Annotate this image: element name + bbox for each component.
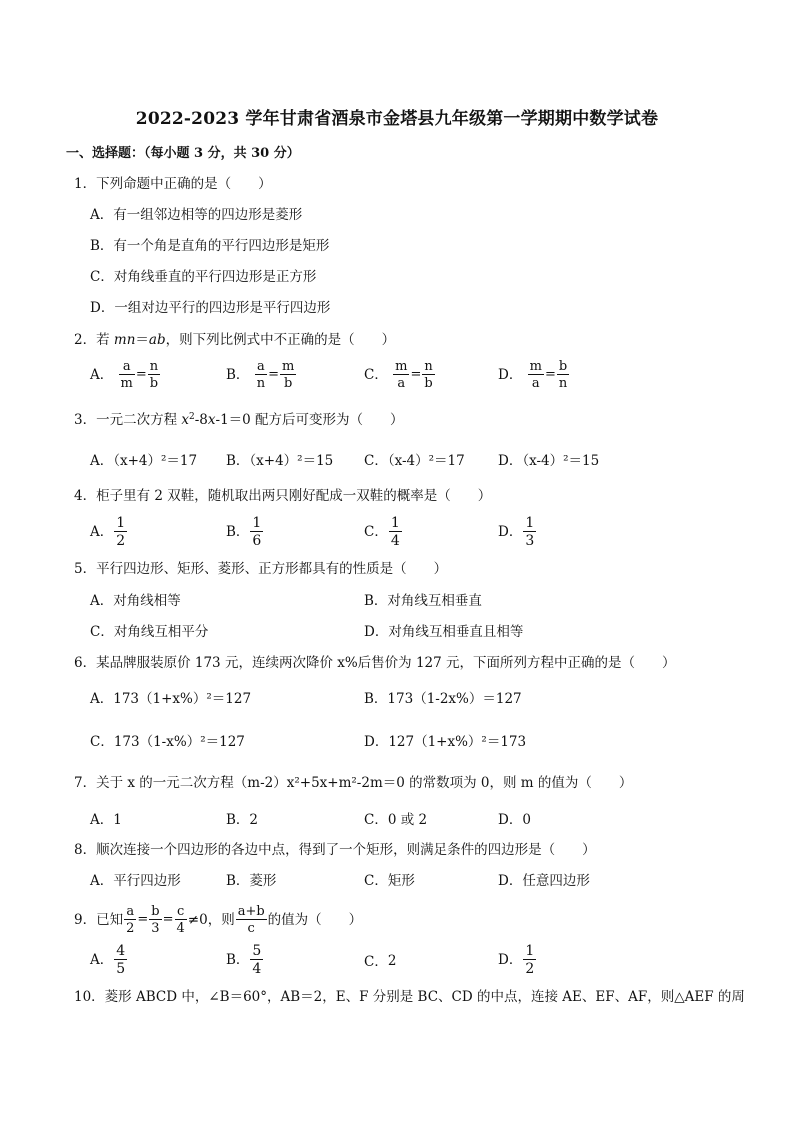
numerator: 1 [525, 943, 535, 959]
option-label: B． [226, 524, 250, 540]
question-3-option-a: A．（x+4）²＝17 [90, 453, 198, 469]
fraction [148, 360, 160, 390]
question-9-stem-suffix: 的值为（ ） [267, 912, 363, 928]
denominator: b [284, 376, 293, 391]
question-1-option-a: A．有一组邻边相等的四边形是菱形 [90, 207, 303, 223]
question-2-option-b [226, 360, 297, 390]
question-7-option-d: D．0 [498, 812, 531, 828]
question-7-stem: 7．关于 x 的一元二次方程（m-2）x²+5x+m²-2m＝0 的常数项为 0，则 m 的值为（ ） [74, 775, 633, 791]
question-3-option-d: D．（x-4）²＝15 [498, 453, 600, 469]
fraction [280, 360, 296, 390]
denominator: 4 [176, 921, 185, 936]
denominator: b [424, 376, 433, 391]
option-label: B． [226, 367, 250, 383]
question-9-option-c [364, 951, 396, 972]
numerator: 1 [116, 515, 126, 531]
numerator: b [151, 904, 160, 919]
fraction [114, 516, 127, 548]
denominator: n [558, 376, 568, 391]
fraction [528, 360, 544, 390]
option-label: D． [498, 524, 523, 540]
question-2-option-c [364, 360, 436, 390]
question-2-option-a [90, 360, 161, 390]
question-3-stem-suffix: -1＝0 配方后可变形为（ ） [215, 412, 404, 428]
fraction [389, 516, 402, 548]
numerator: c [175, 905, 187, 920]
option-label: C． [364, 953, 388, 970]
fraction [255, 360, 267, 390]
question-4-option-b [226, 516, 264, 548]
numerator: m [282, 359, 295, 374]
denominator: c [247, 921, 255, 936]
numerator: b [557, 360, 569, 375]
exponent: 2 [189, 412, 195, 422]
denominator: 6 [252, 533, 262, 549]
question-10-stem: 10．菱形 ABCD 中，∠B＝60°，AB＝2，E、F 分别是 BC、CD 的中点，连接 AE、EF、AF，则△AEF 的周 [74, 989, 745, 1005]
question-6-option-b: B．173（1-2x%）＝127 [364, 691, 522, 707]
numerator: 1 [390, 515, 400, 531]
denominator: 2 [525, 961, 535, 977]
denominator: a [397, 376, 406, 391]
question-9-stem-prefix: 9．已知 [74, 912, 124, 928]
denominator: 2 [116, 533, 126, 549]
denominator: 2 [126, 921, 135, 936]
fraction [523, 944, 536, 976]
numerator: a [255, 360, 267, 375]
equals-sign: = [544, 367, 556, 382]
variable-x: x [181, 412, 190, 428]
question-5-option-b: B．对角线互相垂直 [364, 593, 482, 609]
page-title: 2022-2023 学年甘肃省酒泉市金塔县九年级第一学期期中数学试卷 [135, 109, 659, 129]
question-9-option-a [90, 944, 128, 976]
variable-x: x [207, 412, 216, 428]
question-6-stem: 6．某品牌服装原价 173 元，连续两次降价 x%后售价为 127 元，下面所列方程中正确的是（ ） [74, 655, 676, 671]
denominator: m [120, 376, 133, 391]
question-5-option-d: D．对角线互相垂直且相等 [364, 624, 524, 640]
question-2-var-mn: mn [113, 332, 136, 348]
numerator: 1 [252, 515, 262, 531]
question-9-stem [74, 905, 362, 935]
denominator: 3 [151, 921, 160, 936]
numerator: a [124, 905, 136, 920]
equals-sign: = [268, 367, 279, 382]
question-5-stem: 5．平行四边形、矩形、菱形、正方形都具有的性质是（ ） [74, 561, 448, 577]
question-7-option-c: C．0 或 2 [364, 812, 428, 828]
fraction [114, 944, 127, 976]
option-label: B． [226, 952, 250, 968]
numerator: m [395, 359, 408, 374]
question-1-option-c: C．对角线垂直的平行四边形是正方形 [90, 269, 317, 285]
coefficient: -8 [194, 412, 208, 428]
fraction [149, 905, 161, 935]
fraction [250, 516, 263, 548]
numerator: a [119, 360, 135, 375]
fraction [393, 360, 409, 390]
equals-sign: = [162, 912, 174, 927]
option-label: A． [90, 367, 114, 383]
question-2-stem-suffix: ，则下列比例式中不正确的是（ ） [165, 332, 396, 348]
question-7-option-a: A．1 [90, 812, 122, 828]
numerator: m [529, 359, 542, 374]
question-3-option-b: B．（x+4）²＝15 [226, 453, 334, 469]
question-8-option-b: B．菱形 [226, 873, 277, 889]
option-value: 2 [387, 953, 397, 969]
denominator: b [149, 376, 159, 391]
option-label: C． [364, 524, 388, 540]
not-equal-zero: ≠0，则 [187, 912, 235, 928]
denominator: n [256, 376, 266, 391]
denominator: 5 [116, 961, 126, 977]
fraction [523, 516, 536, 548]
option-label: D． [498, 367, 523, 383]
option-label: D． [498, 952, 523, 968]
numerator: 4 [116, 943, 126, 959]
question-8-option-d: D．任意四边形 [498, 873, 590, 889]
question-4-option-a [90, 516, 128, 548]
question-8-option-c: C．矩形 [364, 873, 415, 889]
question-2-equals: ＝ [135, 332, 149, 348]
question-1-stem: 1．下列命题中正确的是（ ） [74, 176, 272, 192]
question-3-option-c: C．（x-4）²＝17 [364, 453, 465, 469]
denominator: 4 [252, 961, 262, 977]
section-heading: 一、选择题：（每小题 3 分，共 30 分） [66, 146, 300, 161]
fraction [119, 360, 135, 390]
fraction [422, 360, 434, 390]
question-8-stem: 8．顺次连接一个四边形的各边中点，得到了一个矩形，则满足条件的四边形是（ ） [74, 842, 596, 858]
question-3-stem [74, 410, 404, 430]
question-9-option-b [226, 944, 264, 976]
fraction [175, 905, 187, 935]
option-label: A． [90, 952, 114, 968]
numerator: 1 [525, 515, 535, 531]
question-6-option-c: C．173（1-x%）²＝127 [90, 734, 245, 750]
fraction [250, 944, 263, 976]
question-4-option-d [498, 516, 537, 548]
question-7-option-b: B．2 [226, 812, 259, 828]
question-5-option-a: A．对角线相等 [90, 593, 181, 609]
numerator: 5 [252, 943, 262, 959]
question-4-option-c [364, 516, 403, 548]
equals-sign: = [135, 367, 147, 382]
numerator: n [424, 359, 433, 374]
question-3-stem-prefix: 3．一元二次方程 [74, 412, 182, 428]
question-6-option-a: A．173（1+x%）²＝127 [90, 691, 252, 707]
question-4-stem: 4．柜子里有 2 双鞋，随机取出两只刚好配成一双鞋的概率是（ ） [74, 488, 492, 504]
numerator: n [149, 359, 159, 374]
question-2-stem [74, 330, 395, 350]
question-5-option-c: C．对角线互相平分 [90, 624, 209, 640]
equals-sign: = [137, 912, 149, 927]
question-1-option-d: D．一组对边平行的四边形是平行四边形 [90, 300, 331, 316]
question-8-option-a: A．平行四边形 [90, 873, 181, 889]
denominator: a [531, 376, 540, 391]
denominator: 3 [525, 533, 535, 549]
option-label: C． [364, 367, 388, 383]
question-2-var-ab: ab [148, 332, 166, 348]
question-2-option-d [498, 360, 570, 390]
fraction [124, 905, 136, 935]
question-2-stem-prefix: 2．若 [74, 332, 114, 348]
fraction [236, 905, 267, 935]
numerator: a+b [237, 904, 265, 919]
denominator: 4 [390, 533, 400, 549]
fraction [557, 360, 569, 390]
question-1-option-b: B．有一个角是直角的平行四边形是矩形 [90, 238, 330, 254]
option-label: A． [90, 524, 114, 540]
question-6-option-d: D．127（1+x%）²＝173 [364, 734, 527, 750]
equals-sign: = [410, 367, 422, 382]
question-9-option-d [498, 944, 537, 976]
